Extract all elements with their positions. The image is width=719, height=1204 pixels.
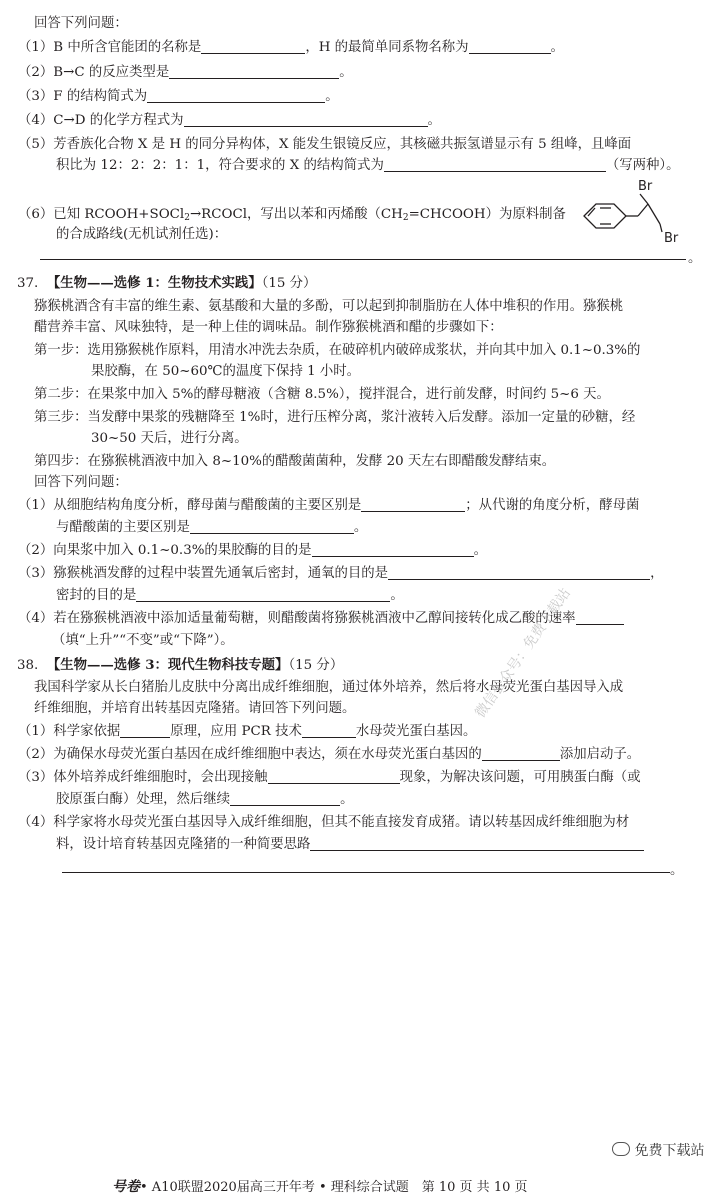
page-footer bbox=[112, 1176, 528, 1199]
a4-text-a: （4）若在猕猴桃酒液中添加适量葡萄糖，则醋酸菌将猕猴桃酒液中乙醇间接转化成乙酸的速率 bbox=[18, 611, 576, 626]
a3-text-a: （3）体外培养成纤维细胞时，会出现接触 bbox=[18, 770, 268, 785]
a2-text-b: 。 bbox=[473, 543, 487, 558]
q38-a4-line2 bbox=[56, 834, 644, 856]
answer-blank[interactable] bbox=[361, 496, 465, 512]
q6-text-b: →RCOCl，写出以苯和丙烯酸（CH bbox=[189, 207, 403, 222]
q5-text-a: 积比为 12：2：2：1：1，符合要求的 X 的结构简式为 bbox=[56, 158, 384, 173]
q38-a4-line1: （4）科学家将水母荧光蛋白基因导入成纤维细胞，但其不能直接发育成猪。请以转基因成纤维细胞为材 bbox=[18, 815, 630, 830]
q38-para2: 纤维细胞，并培育出转基因克隆猪。请回答下列问题。 bbox=[34, 701, 356, 716]
q38-a3-line1 bbox=[18, 767, 641, 789]
q37-step1-b: 果胶酶，在 50~60℃的温度下保持 1 小时。 bbox=[91, 364, 361, 379]
chem-q2 bbox=[18, 62, 353, 84]
q37-step3-a: 第三步：当发酵中果浆的残糖降至 1%时，进行压榨分离，浆汁液转入后发酵。添加一定量的砂糖，经 bbox=[34, 410, 636, 425]
answer-blank[interactable] bbox=[120, 722, 170, 738]
footer-text: • A10联盟2020届高三开年考 • 理科综合试题 第 10 页 共 10 页 bbox=[140, 1180, 528, 1195]
q3-text-a: （3）F 的结构简式为 bbox=[18, 89, 148, 104]
q2-text-a: （2）B→C 的反应类型是 bbox=[18, 65, 170, 80]
a2-text-a: （2）为确保水母荧光蛋白基因在成纤维细胞中表达，须在水母荧光蛋白基因的 bbox=[18, 747, 482, 762]
q1-text-c: 。 bbox=[550, 40, 564, 55]
q6-text-c: =CHCOOH）为原料制备 bbox=[408, 207, 566, 222]
chem-q3 bbox=[18, 86, 339, 108]
a3-text-c: 密封的目的是 bbox=[56, 588, 137, 603]
a1-text-c: 与醋酸菌的主要区别是 bbox=[56, 520, 190, 535]
wechat-badge bbox=[612, 1140, 704, 1160]
a3-text-d: 。 bbox=[340, 792, 354, 807]
answer-blank[interactable] bbox=[62, 857, 670, 873]
q38-a1 bbox=[18, 721, 476, 743]
section-heading: 【生物——选修 1：生物技术实践】 bbox=[46, 275, 262, 291]
a1-text-a: （1）科学家依据 bbox=[18, 724, 121, 739]
answer-blank[interactable] bbox=[230, 790, 340, 806]
answer-blank[interactable] bbox=[184, 111, 428, 127]
a3-text-a: （3）猕猴桃酒发酵的过程中装置先通氧后密封，通氧的目的是 bbox=[18, 566, 389, 581]
a2-text-a: （2）向果浆中加入 0.1~0.3%的果胶酶的目的是 bbox=[18, 543, 312, 558]
answer-blank[interactable] bbox=[310, 835, 644, 851]
answer-blank[interactable] bbox=[40, 244, 686, 260]
subscript: 2 bbox=[402, 213, 409, 223]
answer-blank[interactable] bbox=[201, 38, 305, 54]
q2-text-b: 。 bbox=[339, 65, 353, 80]
a3-text-c: 胶原蛋白酶）处理，然后继续 bbox=[56, 792, 231, 807]
chem-q6-line2: 的合成路线(无机试剂任选)： bbox=[56, 227, 228, 242]
q37-ask: 回答下列问题： bbox=[34, 475, 128, 490]
q4-text-a: （4）C→D 的化学方程式为 bbox=[18, 113, 184, 128]
question-number: 37. bbox=[17, 276, 39, 291]
answer-blank[interactable] bbox=[136, 586, 390, 602]
answer-blank[interactable] bbox=[147, 87, 325, 103]
q37-step4: 第四步：在猕猴桃酒液中加入 8~10%的醋酸菌菌种，发酵 20 天左右即醋酸发酵结束。 bbox=[34, 454, 556, 469]
q37-step1-a: 第一步：选用猕猴桃作原料，用清水冲洗去杂质，在破碎机内破碎成浆状，并向其中加入 0.1~0.3%的 bbox=[34, 343, 641, 358]
a1-text-b: ；从代谢的角度分析，酵母菌 bbox=[465, 498, 640, 513]
dibromide-structure bbox=[576, 176, 688, 252]
publisher-logo: 号卷 bbox=[112, 1179, 140, 1195]
q6-text-a: （6）已知 RCOOH+SOCl bbox=[18, 207, 185, 222]
bromine-label-bottom: Br bbox=[664, 231, 679, 246]
a1-text-d: 。 bbox=[353, 520, 368, 535]
chem-intro: 回答下列问题： bbox=[34, 16, 128, 31]
chem-q6-line1 bbox=[18, 204, 566, 226]
chem-q5-line2 bbox=[56, 155, 680, 177]
subscript: 2 bbox=[184, 213, 190, 223]
q37-a4-line2: （填“上升”“不变”或“下降”）。 bbox=[52, 633, 234, 648]
chem-q1 bbox=[18, 37, 564, 59]
q3-text-b: 。 bbox=[325, 89, 339, 104]
answer-blank[interactable] bbox=[312, 541, 474, 557]
q37-header bbox=[17, 272, 316, 295]
answer-blank[interactable] bbox=[302, 722, 356, 738]
answer-blank[interactable] bbox=[576, 609, 624, 625]
q37-a1-line1 bbox=[18, 495, 639, 517]
a1-text-a: （1）从细胞结构角度分析，酵母菌与醋酸菌的主要区别是 bbox=[18, 498, 362, 513]
a3-text-b: 现象，为解决该问题，可用胰蛋白酶（或 bbox=[399, 770, 641, 785]
answer-blank[interactable] bbox=[469, 38, 551, 54]
q37-step2: 第二步：在果浆中加入 5%的酵母糖液（含糖 8.5%），搅拌混合，进行前发酵，时间约 5~6 天。 bbox=[34, 387, 610, 402]
q38-a4-end: 。 bbox=[670, 863, 684, 878]
a1-text-b: 原理，应用 PCR 技术 bbox=[170, 724, 302, 739]
q37-a2 bbox=[18, 540, 487, 562]
a4-text-b: 料，设计培育转基因克隆猪的一种简要思路 bbox=[56, 837, 311, 852]
q37-a3-line2 bbox=[56, 585, 404, 607]
q38-a3-line2 bbox=[56, 789, 353, 811]
answer-blank[interactable] bbox=[388, 564, 650, 580]
question-number: 38. bbox=[17, 658, 39, 673]
q5-text-b: （写两种）。 bbox=[605, 158, 680, 173]
a3-text-b: ， bbox=[650, 566, 664, 581]
a3-text-d: 。 bbox=[390, 588, 404, 603]
bromine-label-top: Br bbox=[638, 179, 653, 194]
wechat-icon bbox=[612, 1142, 630, 1156]
answer-blank[interactable] bbox=[190, 518, 354, 534]
chem-q5-line1: （5）芳香族化合物 X 是 H 的同分异构体，X 能发生银镜反应，其核磁共振氢谱显示有 5 组峰，且峰面 bbox=[18, 137, 632, 152]
score-label: （15 分） bbox=[261, 276, 317, 291]
watermark: 微信公众号：免费下载站 bbox=[472, 585, 574, 721]
q37-step3-b: 30~50 天后，进行分离。 bbox=[91, 431, 248, 446]
q37-a1-line2 bbox=[56, 517, 367, 539]
score-label: （15 分） bbox=[288, 658, 344, 673]
q1-text-a: （1）B 中所含官能团的名称是 bbox=[18, 40, 202, 55]
q1-text-b: ，H 的最简单同系物名称为 bbox=[305, 40, 469, 55]
section-heading: 【生物——选修 3：现代生物科技专题】 bbox=[46, 657, 289, 673]
q37-para1: 猕猴桃酒含有丰富的维生素、氨基酸和大量的多酚，可以起到抑制脂肪在人体中堆积的作用。猕猴桃 bbox=[34, 299, 624, 314]
chem-q6-end: 。 bbox=[688, 251, 702, 266]
answer-blank[interactable] bbox=[268, 768, 400, 784]
answer-blank[interactable] bbox=[482, 745, 560, 761]
answer-blank[interactable] bbox=[384, 156, 606, 172]
answer-blank[interactable] bbox=[169, 63, 339, 79]
q38-header bbox=[17, 654, 343, 677]
q37-para2: 醋营养丰富、风味独特，是一种上佳的调味品。制作猕猴桃酒和醋的步骤如下： bbox=[34, 320, 503, 335]
wechat-label: 免费下载站 bbox=[634, 1143, 705, 1159]
q38-para1: 我国科学家从长白猪胎儿皮肤中分离出成纤维细胞，通过体外培养，然后将水母荧光蛋白基因导入成 bbox=[34, 680, 624, 695]
q38-a2 bbox=[18, 744, 640, 766]
a1-text-c: 水母荧光蛋白基因。 bbox=[355, 724, 477, 739]
q4-text-b: 。 bbox=[427, 113, 441, 128]
chem-q4 bbox=[18, 110, 441, 132]
a2-text-b: 添加启动子。 bbox=[559, 747, 641, 762]
